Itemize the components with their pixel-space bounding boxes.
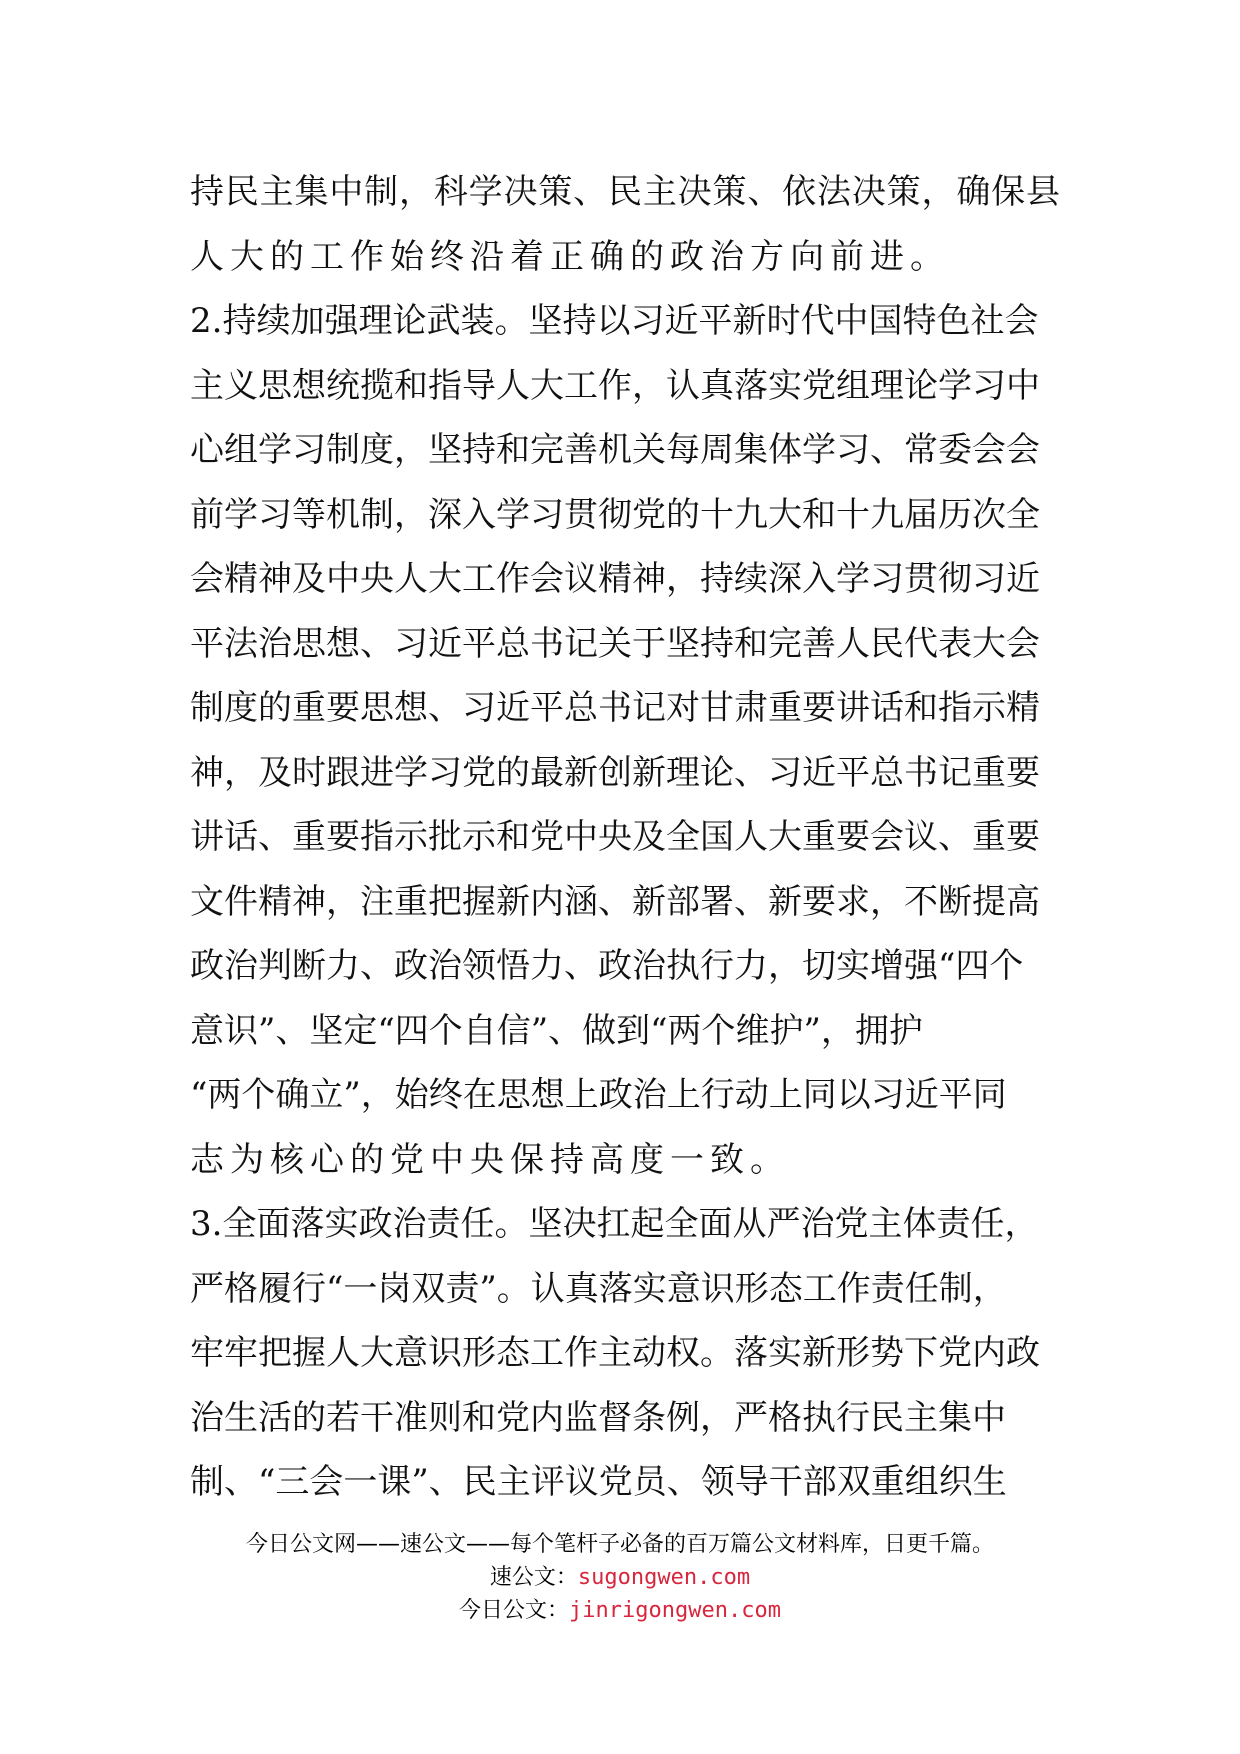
text-line: 志为核心的党中央保持高度一致。 bbox=[190, 1139, 790, 1180]
text-line: 神，及时跟进学习党的最新创新理论、习近平总书记重要 bbox=[190, 752, 1040, 793]
footer-tagline: 今日公文网——速公文——每个笔杆子必备的百万篇公文材料库，日更千篇。 bbox=[245, 1532, 994, 1557]
jinrigongwen-link[interactable]: jinrigongwen.com bbox=[569, 1598, 781, 1623]
text-line: 会精神及中央人大工作会议精神，持续深入学习贯彻习近 bbox=[190, 559, 1040, 599]
text-line: 牢牢把握人大意识形态工作主动权。落实新形势下党内政 bbox=[190, 1333, 1040, 1373]
text-line: 政治判断力、政治领悟力、政治执行力，切实增强“四个 bbox=[190, 946, 1024, 986]
text-line: 持民主集中制，科学决策、民主决策、依法决策，确保县 bbox=[190, 172, 1060, 212]
text-line: 平法治思想、习近平总书记关于坚持和完善人民代表大会 bbox=[190, 623, 1040, 664]
sugongwen-link[interactable]: sugongwen.com bbox=[577, 1565, 751, 1590]
text-line: 心组学习制度，坚持和完善机关每周集体学习、常委会会 bbox=[190, 430, 1040, 470]
jinrigongwen-label: 今日公文： bbox=[459, 1598, 570, 1623]
paragraph-heading-line: 3.全面落实政治责任。坚决扛起全面从严治党主体责任， bbox=[190, 1204, 1039, 1244]
text-line: 严格履行“一岗双责”。认真落实意识形态工作责任制， bbox=[190, 1268, 1007, 1309]
text-line: “两个确立”，始终在思想上政治上行动上同以习近平同 bbox=[190, 1075, 1007, 1115]
text-line: 制度的重要思想、习近平总书记对甘肃重要讲话和指示精 bbox=[190, 688, 1040, 728]
paragraph-heading-line: 2.持续加强理论武装。坚持以习近平新时代中国特色社会 bbox=[190, 301, 1039, 341]
text-line: 意识”、坚定“四个自信”、做到“两个维护”，拥护 bbox=[190, 1010, 923, 1051]
text-line: 主义思想统揽和指导人大工作，认真落实党组理论学习中 bbox=[190, 365, 1040, 406]
footer-jinrigongwen bbox=[0, 1594, 1240, 1627]
page-footer bbox=[0, 1528, 1240, 1627]
text-line: 制、“三会一课”、民主评议党员、领导干部双重组织生 bbox=[190, 1462, 1007, 1502]
text-line: 讲话、重要指示批示和党中央及全国人大重要会议、重要 bbox=[190, 817, 1040, 857]
sugongwen-label: 速公文： bbox=[489, 1565, 578, 1590]
text-line: 前学习等机制，深入学习贯彻党的十九大和十九届历次全 bbox=[190, 494, 1040, 535]
text-line: 人大的工作始终沿着正确的政治方向前进。 bbox=[190, 236, 950, 277]
text-line: 治生活的若干准则和党内监督条例，严格执行民主集中 bbox=[190, 1397, 1006, 1438]
footer-sugongwen bbox=[0, 1561, 1240, 1594]
text-line: 文件精神，注重把握新内涵、新部署、新要求，不断提高 bbox=[190, 881, 1040, 922]
document-body bbox=[190, 160, 1060, 1515]
